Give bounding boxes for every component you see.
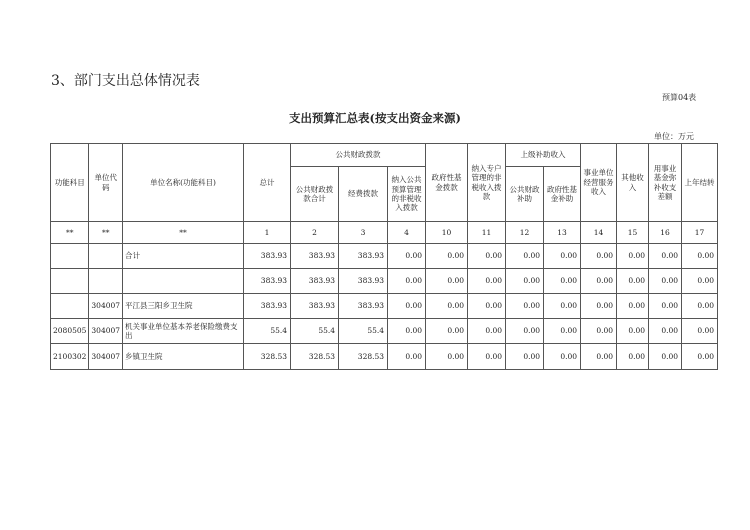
amount-cell: 383.93 <box>339 269 388 294</box>
func-code-cell <box>51 269 89 294</box>
func-code-cell <box>51 294 89 319</box>
index-cell: 11 <box>468 222 506 244</box>
amount-cell: 0.00 <box>682 244 718 269</box>
unit-name-cell: 机关事业单位基本养老保险缴费支出 <box>123 319 244 344</box>
amount-cell: 0.00 <box>468 344 506 370</box>
section-heading: 3、部门支出总体情况表 <box>51 73 200 89</box>
amount-cell: 0.00 <box>682 319 718 344</box>
amount-cell: 0.00 <box>388 294 426 319</box>
amount-cell: 0.00 <box>426 319 468 344</box>
amount-cell: 0.00 <box>468 244 506 269</box>
amount-cell: 0.00 <box>617 269 649 294</box>
unit-code-cell <box>89 244 123 269</box>
amount-cell: 55.4 <box>244 319 291 344</box>
index-cell: 13 <box>544 222 581 244</box>
amount-cell: 0.00 <box>388 244 426 269</box>
header-carry: 上年结转 <box>682 144 718 222</box>
header-special: 纳入专户管理的非税收入拨款 <box>468 144 506 222</box>
amount-cell: 328.53 <box>244 344 291 370</box>
index-cell: 3 <box>339 222 388 244</box>
func-code-cell: 2080505 <box>51 319 89 344</box>
amount-cell: 0.00 <box>682 269 718 294</box>
amount-cell: 0.00 <box>649 344 682 370</box>
table-row <box>51 319 718 344</box>
amount-cell: 0.00 <box>506 319 544 344</box>
unit-name-cell <box>123 269 244 294</box>
amount-cell: 55.4 <box>291 319 339 344</box>
amount-cell: 383.93 <box>291 244 339 269</box>
amount-cell: 0.00 <box>468 294 506 319</box>
amount-cell: 0.00 <box>617 244 649 269</box>
index-cell: 2 <box>291 222 339 244</box>
amount-cell: 0.00 <box>581 319 617 344</box>
amount-cell: 0.00 <box>544 294 581 319</box>
header-public-total: 公共财政拨款合计 <box>291 167 339 222</box>
header-upper-public: 公共财政补助 <box>506 167 544 222</box>
amount-cell: 0.00 <box>682 344 718 370</box>
index-cell: 4 <box>388 222 426 244</box>
header-expense: 经费拨款 <box>339 167 388 222</box>
unit-name-cell: 合计 <box>123 244 244 269</box>
header-unit-name: 单位名称(功能科目) <box>123 144 244 222</box>
amount-cell: 0.00 <box>388 344 426 370</box>
amount-cell: 0.00 <box>506 269 544 294</box>
amount-cell: 0.00 <box>617 344 649 370</box>
unit-name-cell: 乡镇卫生院 <box>123 344 244 370</box>
unit-code-cell: 304007 <box>89 294 123 319</box>
amount-cell: 383.93 <box>244 269 291 294</box>
unit-code-cell <box>89 269 123 294</box>
index-cell: ** <box>89 222 123 244</box>
amount-cell: 0.00 <box>426 344 468 370</box>
header-func-code: 功能科目 <box>51 144 89 222</box>
header-unit-code: 单位代码 <box>89 144 123 222</box>
amount-cell: 0.00 <box>544 319 581 344</box>
amount-cell: 383.93 <box>339 244 388 269</box>
index-cell: 1 <box>244 222 291 244</box>
amount-cell: 0.00 <box>426 294 468 319</box>
header-public-group: 公共财政拨款 <box>291 144 426 167</box>
amount-cell: 0.00 <box>426 244 468 269</box>
index-cell: ** <box>51 222 89 244</box>
amount-cell: 0.00 <box>682 294 718 319</box>
header-business: 事业单位经营服务收入 <box>581 144 617 222</box>
amount-cell: 383.93 <box>291 269 339 294</box>
amount-cell: 0.00 <box>649 294 682 319</box>
amount-cell: 0.00 <box>581 294 617 319</box>
amount-cell: 0.00 <box>506 244 544 269</box>
index-cell: 15 <box>617 222 649 244</box>
header-upper-group: 上级补助收入 <box>506 144 581 167</box>
amount-cell: 0.00 <box>426 269 468 294</box>
budget-table <box>50 143 718 370</box>
unit-code-cell: 304007 <box>89 319 123 344</box>
amount-cell: 0.00 <box>617 294 649 319</box>
index-row <box>51 222 718 244</box>
amount-cell: 0.00 <box>468 319 506 344</box>
amount-cell: 0.00 <box>649 319 682 344</box>
table-row <box>51 269 718 294</box>
header-upper-fund: 政府性基金补助 <box>544 167 581 222</box>
header-total: 总计 <box>244 144 291 222</box>
table-code: 预算04表 <box>662 93 697 102</box>
amount-cell: 0.00 <box>544 344 581 370</box>
amount-cell: 0.00 <box>468 269 506 294</box>
index-cell: 14 <box>581 222 617 244</box>
amount-cell: 0.00 <box>544 269 581 294</box>
index-cell: 12 <box>506 222 544 244</box>
amount-cell: 0.00 <box>649 244 682 269</box>
amount-cell: 55.4 <box>339 319 388 344</box>
amount-cell: 0.00 <box>581 344 617 370</box>
amount-cell: 0.00 <box>617 319 649 344</box>
amount-cell: 383.93 <box>291 294 339 319</box>
unit-label: 单位：万元 <box>654 132 694 141</box>
index-cell: ** <box>123 222 244 244</box>
amount-cell: 328.53 <box>339 344 388 370</box>
amount-cell: 383.93 <box>244 244 291 269</box>
header-gov-fund: 政府性基金拨款 <box>426 144 468 222</box>
header-nontax: 纳入公共预算管理的非税收入拨款 <box>388 167 426 222</box>
amount-cell: 0.00 <box>544 244 581 269</box>
table-row <box>51 244 718 269</box>
amount-cell: 383.93 <box>244 294 291 319</box>
index-cell: 16 <box>649 222 682 244</box>
amount-cell: 328.53 <box>291 344 339 370</box>
index-cell: 10 <box>426 222 468 244</box>
amount-cell: 0.00 <box>581 269 617 294</box>
table-row <box>51 294 718 319</box>
amount-cell: 0.00 <box>649 269 682 294</box>
amount-cell: 383.93 <box>339 294 388 319</box>
func-code-cell <box>51 244 89 269</box>
unit-code-cell: 304007 <box>89 344 123 370</box>
header-other: 其他收入 <box>617 144 649 222</box>
amount-cell: 0.00 <box>388 269 426 294</box>
table-row <box>51 344 718 370</box>
header-reserve: 用事业基金弥补收支差额 <box>649 144 682 222</box>
amount-cell: 0.00 <box>506 344 544 370</box>
index-cell: 17 <box>682 222 718 244</box>
func-code-cell: 2100302 <box>51 344 89 370</box>
amount-cell: 0.00 <box>506 294 544 319</box>
amount-cell: 0.00 <box>581 244 617 269</box>
table-title: 支出预算汇总表(按支出资金来源) <box>289 111 461 125</box>
amount-cell: 0.00 <box>388 319 426 344</box>
unit-name-cell: 平江县三阳乡卫生院 <box>123 294 244 319</box>
